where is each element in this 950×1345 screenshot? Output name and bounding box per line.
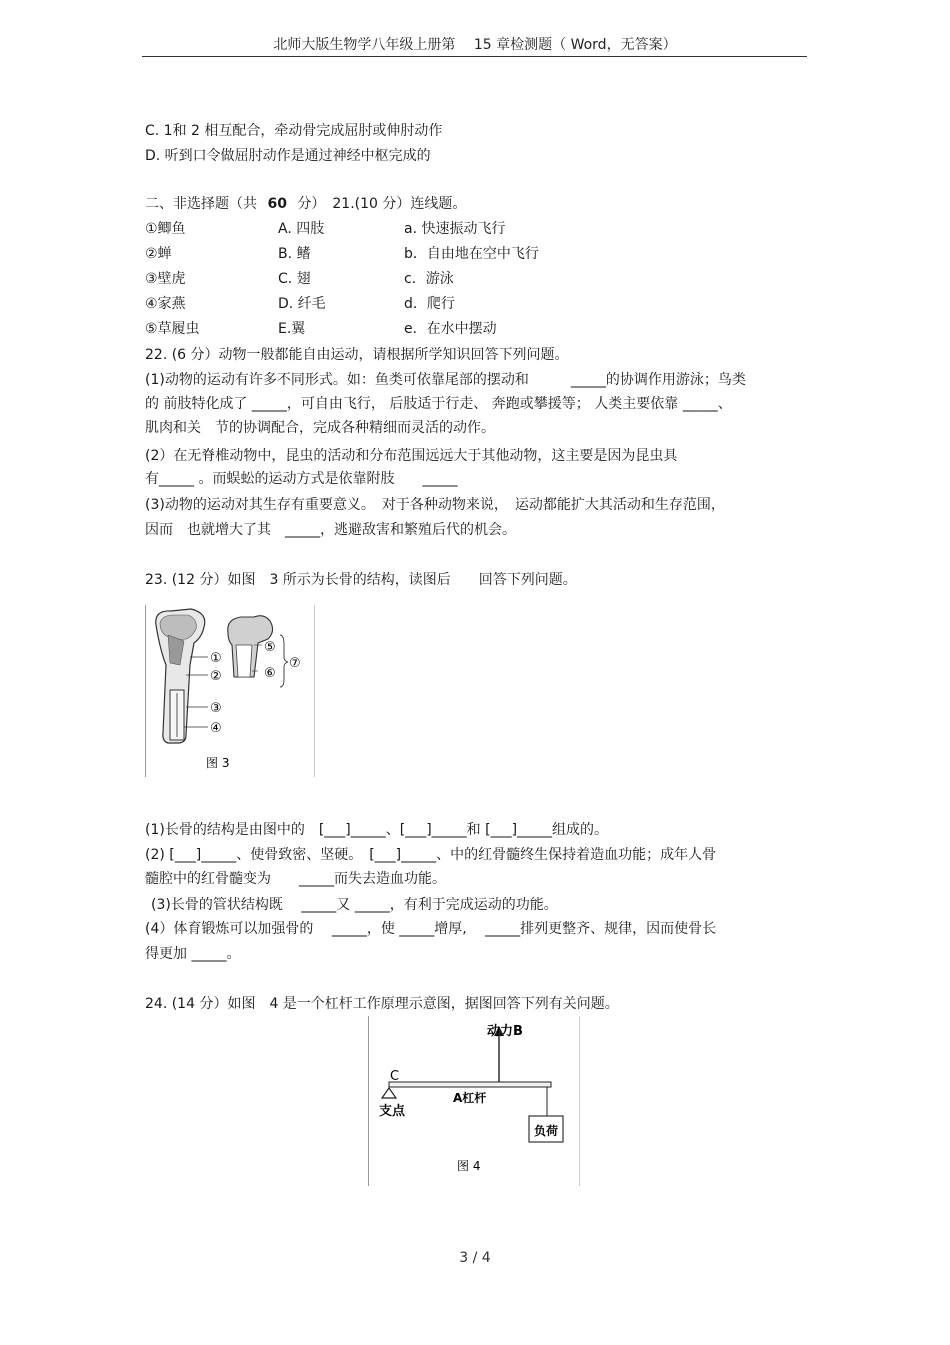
animal-item: ②蝉 (145, 246, 172, 262)
option-d: D. 听到口令做屈肘动作是通过神经中枢完成的 (145, 148, 431, 164)
q22-p3-line2: 因而 也就增大了其 _____，逃避敌害和繁殖后代的机会。 (145, 522, 516, 538)
lever-label: A杠杆 (453, 1091, 487, 1105)
organ-item: A. 四肢 (278, 221, 325, 237)
animal-item: ⑤草履虫 (145, 321, 200, 337)
figure-4-lever (368, 1016, 580, 1186)
q23-title: 23. (12 分）如图 3 所示为长骨的结构，读图后 回答下列问题。 (145, 572, 577, 588)
organ-item: C. 翅 (278, 271, 311, 287)
label-6: ⑥ (264, 666, 276, 681)
load-label: 负荷 (534, 1124, 559, 1138)
movement-item: b．自由地在空中飞行 (404, 246, 539, 262)
movement-column (404, 218, 539, 343)
q22-p1-line2: 的 前肢特化成了 _____，可自由飞行， 后肢适于行走、 奔跑或攀援等； 人类主要依靠 _____、 (145, 396, 732, 412)
section-2-suffix: 分） 21.(10 分）连线题。 (297, 196, 467, 212)
animal-item: ①鲫鱼 (145, 221, 186, 237)
page-number: 3 / 4 (459, 1250, 491, 1266)
figure-3-long-bone (145, 605, 315, 777)
organ-item: E.翼 (278, 321, 306, 337)
organ-item: D. 纤毛 (278, 296, 326, 312)
long-bone-diagram (146, 605, 314, 777)
label-3: ③ (210, 701, 222, 716)
label-4: ④ (210, 721, 222, 736)
q22-p2-line2: 有_____ 。而蜈蚣的运动方式是依靠附肢 _____ (145, 471, 458, 487)
section-2-heading (145, 194, 466, 214)
section-2-score: 60 (267, 196, 287, 212)
figure-3-caption: 图 3 (206, 756, 230, 770)
label-5: ⑤ (264, 640, 276, 655)
movement-item: e．在水中摆动 (404, 321, 497, 337)
q23-answer-4-line2: 得更加 _____。 (145, 946, 241, 962)
organ-item: B. 鳍 (278, 246, 311, 262)
figure-4-caption: 图 4 (457, 1159, 481, 1173)
q23-answer-1: (1)长骨的结构是由图中的 [___]_____、[___]_____和 [___]_____组成的。 (145, 822, 609, 838)
force-label: 动力B (487, 1024, 523, 1039)
animal-item: ④家燕 (145, 296, 186, 312)
q22-p2-line1: (2）在无脊椎动物中，昆虫的活动和分布范围远远大于其他动物，这主要是因为昆虫具 (145, 448, 678, 464)
q22-p1-line3: 肌肉和关 节的协调配合，完成各种精细而灵活的动作。 (145, 420, 495, 436)
header-divider (142, 56, 807, 57)
label-2: ② (210, 669, 222, 684)
section-2-prefix: 二、非选择题（共 (145, 196, 257, 212)
label-7: ⑦ (289, 656, 301, 671)
q22-title: 22. (6 分）动物一般都能自由运动，请根据所学知识回答下列问题。 (145, 347, 569, 363)
animal-column (145, 218, 200, 343)
fulcrum-label: 支点 (379, 1104, 406, 1119)
page-header: 北师大版生物学八年级上册第 15 章检测题（ Word，无答案） (273, 37, 677, 53)
q22-p3-line1: (3)动物的运动对其生存有重要意义。 对于各种动物来说， 运动都能扩大其活动和生存范围， (145, 497, 725, 513)
fulcrum-letter: C (390, 1069, 400, 1084)
movement-item: c．游泳 (404, 271, 454, 287)
organ-column (278, 218, 326, 343)
animal-item: ③壁虎 (145, 271, 186, 287)
movement-item: a. 快速振动飞行 (404, 221, 506, 237)
q23-answer-2-line2: 髓腔中的红骨髓变为 _____而失去造血功能。 (145, 871, 446, 887)
q23-answer-2-line1: (2) [___]_____、使骨致密、坚硬。 [___]_____、中的红骨髓终生保持着造血功能；成年人骨 (145, 847, 717, 863)
option-c: C. 1和 2 相互配合，牵动骨完成屈肘或伸肘动作 (145, 123, 443, 139)
lever-diagram (369, 1016, 579, 1186)
q22-p1-line1: (1)动物的运动有许多不同形式。如：鱼类可依靠尾部的摆动和 _____的协调作用游泳；鸟类 (145, 372, 746, 388)
q23-answer-4-line1: (4）体育锻炼可以加强骨的 _____，使 _____增厚, _____排列更整齐、规律，因而使骨长 (145, 921, 717, 937)
q23-answer-3: (3)长骨的管状结构既 _____又 _____，有利于完成运动的功能。 (151, 897, 558, 913)
label-1: ① (210, 651, 222, 666)
movement-item: d．爬行 (404, 296, 455, 312)
q24-title: 24. (14 分）如图 4 是一个杠杆工作原理示意图，据图回答下列有关问题。 (145, 996, 619, 1012)
